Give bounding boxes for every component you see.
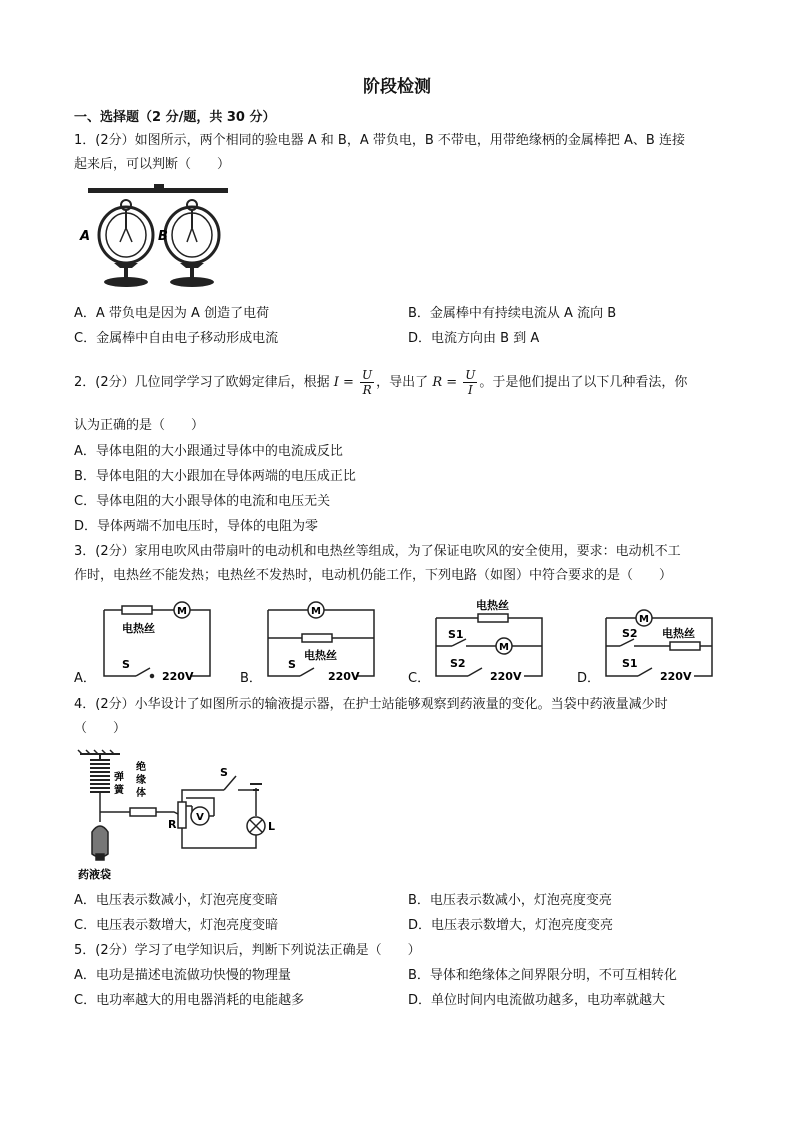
lamp-label: L: [268, 820, 276, 833]
q3-stem-line2: 作时，电热丝不能发热；电热丝不发热时，电动机仍能工作，下列电路（如图）中符合要求的是（ ）: [74, 568, 673, 583]
q3-circuit-d: [600, 596, 718, 682]
insulator-label-2: 缘: [136, 775, 146, 786]
label-a: A: [80, 229, 91, 244]
source-label: 220V: [490, 670, 522, 683]
q4-option-b: B．电压表示数减小，灯泡亮度变亮: [408, 893, 612, 908]
q2-formula2-fraction: [463, 368, 477, 397]
q4-infusion-figure: [74, 746, 274, 884]
motor-label: M: [499, 642, 509, 653]
switch-s2-label: S2: [622, 627, 638, 640]
q3-option-c: C．: [408, 671, 431, 686]
motor-label: M: [639, 614, 649, 625]
q2-formula2-denominator: I: [467, 383, 473, 397]
q2-formula1-fraction: [360, 368, 374, 397]
source-label: 220V: [660, 670, 692, 683]
electroscope-b: [165, 200, 219, 287]
motor-label: M: [177, 606, 187, 617]
q3-circuit-b: [262, 596, 380, 682]
q5-option-c: C．电功率越大的用电器消耗的电能越多: [74, 993, 305, 1008]
q2-formula2-lhs: R =: [432, 375, 462, 390]
switch-s1-label: S1: [622, 657, 638, 670]
spring-label-2: 簧: [114, 785, 124, 796]
q1-stem-line2: 起来后，可以判断（ ）: [74, 157, 231, 172]
switch-label: S: [288, 658, 296, 671]
resistor-label: R: [168, 818, 177, 831]
q5-option-b: B．导体和绝缘体之间界限分明，不可互相转化: [408, 968, 677, 983]
motor-label: M: [311, 606, 321, 617]
q2-formula1-lhs: I =: [333, 375, 359, 390]
q2-stem-post: 。于是他们提出了以下几种看法，你: [479, 375, 688, 390]
switch-s1-label: S1: [448, 628, 464, 641]
voltmeter-label: V: [196, 812, 204, 823]
switch-label: S: [220, 766, 228, 779]
q2-formula1-denominator: R: [362, 383, 372, 397]
electroscope-a: [99, 200, 153, 287]
bag-label: 药液袋: [78, 868, 111, 881]
switch-label: S: [122, 658, 130, 671]
q3-option-b: B．: [240, 671, 262, 686]
q2-stem-pre: 2．(2分）几位同学学习了欧姆定律后，根据: [74, 375, 334, 390]
q3-circuit-a: [98, 596, 218, 682]
q1-option-c: C．金属棒中自由电子移动形成电流: [74, 331, 279, 346]
q5-option-a: A．电功是描述电流做功快慢的物理量: [74, 968, 291, 983]
q5-stem: 5．(2分）学习了电学知识后，判断下列说法正确是（ ）: [74, 943, 421, 958]
switch-s2-label: S2: [450, 657, 466, 670]
q2-option-c: C．导体电阻的大小跟导体的电流和电压无关: [74, 494, 331, 509]
q2-stem-line2: 认为正确的是（ ）: [74, 418, 205, 433]
q5-option-d: D．单位时间内电流做功越多，电功率就越大: [408, 993, 666, 1008]
q2-stem-mid: ，导出了: [376, 375, 433, 390]
q4-option-a: A．电压表示数减小，灯泡亮度变暗: [74, 893, 278, 908]
heater-label: 电热丝: [122, 622, 155, 635]
q4-option-d: D．电压表示数增大，灯泡亮度变亮: [408, 918, 614, 933]
source-label: 220V: [162, 670, 194, 683]
label-b: B: [158, 229, 168, 244]
q2-formula2-numerator: U: [465, 368, 476, 382]
q4-stem-line2: （ ）: [74, 721, 127, 736]
q3-option-a: A．: [74, 671, 96, 686]
q2-formula1-numerator: U: [362, 368, 373, 382]
heater-label: 电热丝: [662, 627, 695, 640]
q2-option-a: A．导体电阻的大小跟通过导体中的电流成反比: [74, 444, 343, 459]
q3-option-d: D．: [577, 671, 601, 686]
q2-stem-line1: [74, 366, 687, 400]
heater-label: 电热丝: [304, 649, 337, 662]
q1-electroscope-figure: [74, 180, 234, 290]
heater-label: 电热丝: [476, 599, 509, 612]
q3-circuit-c: [430, 596, 548, 682]
bar-handle: [154, 184, 164, 190]
q4-option-c: C．电压表示数增大，灯泡亮度变暗: [74, 918, 279, 933]
q1-stem-line1: 1．(2分）如图所示，两个相同的验电器 A 和 B，A 带负电，B 不带电，用带绝缘柄的金属棒把 A、B 连接: [74, 133, 685, 148]
q1-option-d: D．电流方向由 B 到 A: [408, 331, 540, 346]
q2-option-b: B．导体电阻的大小跟加在导体两端的电压成正比: [74, 469, 356, 484]
section-heading: 一、选择题（2 分/题，共 30 分）: [74, 110, 276, 125]
page-title: 阶段检测: [363, 77, 431, 97]
q2-option-d: D．导体两端不加电压时，导体的电阻为零: [74, 519, 319, 534]
spring-label-1: 弹: [114, 772, 124, 783]
q3-stem-line1: 3．(2分）家用电吹风由带扇叶的电动机和电热丝等组成，为了保证电吹风的安全使用，要求：电动机不工: [74, 544, 681, 559]
q4-stem-line1: 4．(2分）小华设计了如图所示的输液提示器，在护士站能够观察到药液量的变化。当袋中药液量减少时: [74, 697, 668, 712]
q1-option-a: A．A 带负电是因为 A 创造了电荷: [74, 306, 270, 321]
insulator-label-1: 绝: [136, 762, 146, 773]
insulator-label-3: 体: [136, 788, 146, 799]
q1-option-b: B．金属棒中有持续电流从 A 流向 B: [408, 306, 617, 321]
source-label: 220V: [328, 670, 360, 683]
